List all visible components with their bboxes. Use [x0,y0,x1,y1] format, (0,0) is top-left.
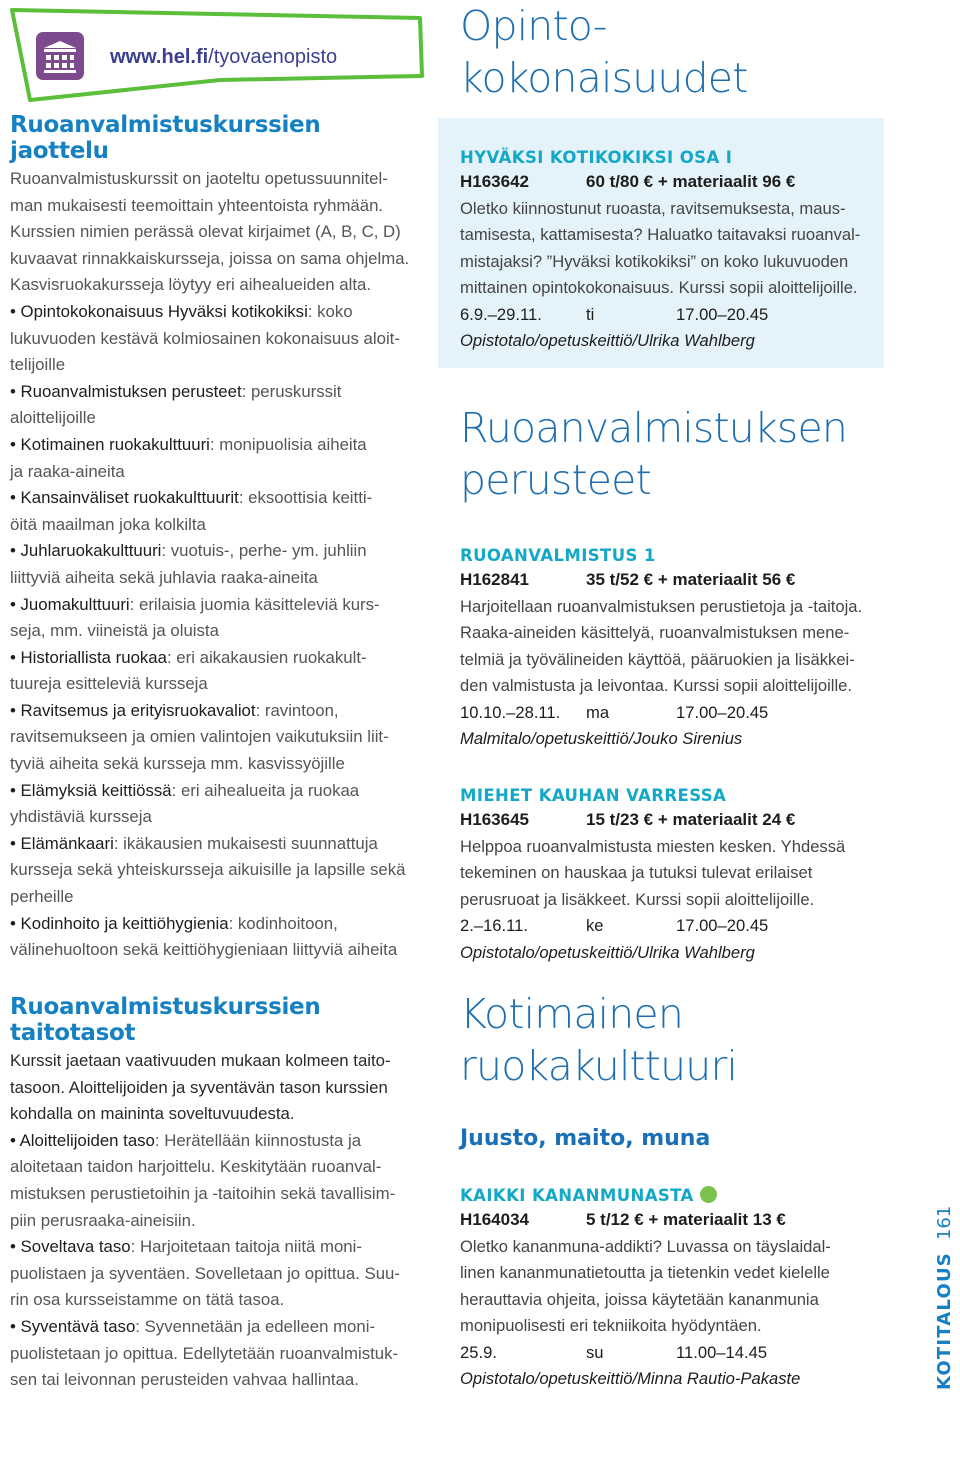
course-description: Helppoa ruoanvalmistusta miesten kesken. Yhdessä tekeminen on hauskaa ja tutuksi tulevat erilaiset perusruoat ja lisäkkeet. Kurssi sopii aloittelijoille. [460,836,846,909]
list-item [10,432,422,485]
vegetarian-dot-icon [700,1186,717,1203]
course-code-row [460,169,880,196]
course-category: MIEHET KAUHAN VARRESSA [460,786,727,805]
course-2-content [460,546,880,753]
list-item [10,778,422,831]
section-heading-taitotasot: Ruoanvalmistuskurssien taitotasot [10,994,321,1046]
site-url-link[interactable]: www.hel.fi/tyovaenopisto [110,46,338,68]
list-item-key: • Historiallista ruokaa [10,647,167,667]
course-price: 15 t/23 € + materiaalit 24 € [586,810,796,829]
list-item-line: kursseja sekä yhteiskursseja aikuisille ja lapsille sekä [10,860,406,880]
list-item-key: • Juhlaruokakulttuuri [10,541,162,561]
section-side-tab [908,1205,955,1394]
list-item-line: välinehuoltoon sekä keittiöhygieniaan liittyviä aiheita [10,940,398,960]
course-description: Harjoitellaan ruoanvalmistuksen perustietoja ja -taitoja. Raaka-aineiden käsittelyä, ruoanvalmistuksen mene- telmiä ja työvälineiden käyttöä, pääruokien ja lisäkkei- den valmistusta ja leivontaa. Kurssi sopii aloittelijoille. [460,596,863,695]
list-item-line: tuureja esitteleviä kursseja [10,674,208,694]
list-item-text: : Harjoitetaan taitoja niitä moni- [130,1237,362,1257]
list-item [10,485,422,538]
section-label: KOTITALOUS [934,1252,955,1390]
left-section-taitotasot [10,994,422,1394]
course-schedule: 6.9.–29.11. ti 17.00–20.45 [460,304,769,324]
school-building-icon [34,30,86,82]
list-item-text: : Syvennetään ja edelleen moni- [135,1316,376,1336]
list-item-text: : koko [307,301,353,321]
list-item-text: : erilaisia juomia käsitteleviä kurs- [129,594,380,614]
course-category: KAIKKI KANANMUNASTA [460,1186,880,1205]
list-item-line: ja raaka-aineita [10,461,125,481]
list-item-line: telijoille [10,355,66,375]
title-kotimainen-ruokakulttuuri: Kotimainen ruokakulttuuri [460,990,738,1090]
course-price: 5 t/12 € + materiaalit 13 € [586,1210,786,1229]
list-item-line: lukuvuoden kestävä kolmiosainen kokonaisuus aloit- [10,328,400,348]
course-description: Oletko kiinnostunut ruoasta, ravitsemuksesta, maus- tamisesta, kattamisesta? Haluatko taitavaksi ruoanval- mistajaksi? ”Hyväksi kotikokiksi” on koko lukuvuoden mittainen opintokokonaisuus. Kurssi sopii aloittelijoille. [460,198,861,297]
subheading-juusto-maito-muna: Juusto, maito, muna [460,1126,711,1151]
list-item-key: • Kotimainen ruokakulttuuri [10,434,210,454]
levels-intro: Kurssit jaetaan vaativuuden mukaan kolmeen taito- tasoon. Aloittelijoiden ja syventävän tason kurssien kohdalla on maininta soveltuvuudesta. [10,1051,391,1124]
list-item-line: tyviä aiheita sekä kursseja mm. kasvissyöjille [10,754,345,774]
course-location: Opistotalo/opetuskeittiö/Minna Rautio-Pakaste [460,1369,801,1388]
site-header [10,8,430,108]
list-item-line: ravitsemukseen ja omien valintojen vaikutuksiin liit- [10,727,389,747]
course-code: H163645 [460,810,530,829]
section-heading-jaottelu: Ruoanvalmistuskurssien jaottelu [10,112,321,164]
list-item-line: puolistetaan jo opittua. Edellytetään ruoanvalmistuk- [10,1343,399,1363]
course-schedule: 2.–16.11. ke 17.00–20.45 [460,916,769,935]
list-item-text: : eksoottisia keitti- [238,488,373,508]
list-item-line: piin perusraaka-aineisiin. [10,1210,196,1230]
list-item-key: • Ruoanvalmistuksen perusteet [10,381,242,401]
list-item-line: puolistaen ja syventäen. Sovelletaan jo opittua. Suu- [10,1263,400,1283]
list-item-line: öitä maailman joka kolkilta [10,514,206,534]
course-code: H164034 [460,1210,530,1229]
list-item-text: : vuotuis-, perhe- ym. juhliin [161,541,367,561]
list-item-key: • Soveltava taso [10,1237,131,1257]
title-ruoanvalmistuksen-perusteet: Ruoanvalmistuksen perusteet [460,404,848,504]
course-category: RUOANVALMISTUS 1 [460,546,656,565]
course-4-content [460,1186,880,1393]
list-item-key: • Elämyksiä keittiössä [10,780,172,800]
list-item-text: : kodinhoitoon, [228,913,338,933]
course-code-row [460,567,880,594]
course-location: Opistotalo/opetuskeittiö/Ulrika Wahlberg [460,942,755,962]
list-item [10,645,422,698]
list-item [10,379,422,432]
course-location: Malmitalo/opetuskeittiö/Jouko Sirenius [460,729,743,748]
list-item-text: : Herätellään kiinnostusta ja [154,1130,362,1150]
list-item-text: : monipuolisia aiheita [209,434,367,454]
list-item [10,538,422,591]
course-code-row [460,1207,880,1234]
list-item-key: • Kansainväliset ruokakulttuurit [10,488,239,508]
list-item [10,831,422,911]
title-opintokokonaisuudet: Opinto- kokonaisuudet [460,2,748,102]
list-item-key: • Aloittelijoiden taso [10,1130,155,1150]
course-3-content [460,786,880,966]
list-item-line: aloitetaan taidon harjoittelu. Keskitytään ruoanval- [10,1157,382,1177]
list-item-key: • Syventävä taso [10,1316,136,1336]
list-item-line: perheille [10,887,74,907]
left-column [10,112,422,964]
list-item [10,592,422,645]
course-location: Opistotalo/opetuskeittiö/Ulrika Wahlberg [460,331,755,350]
list-item-text: : eri aikakausien ruokakult- [166,647,367,667]
course-description: Oletko kananmuna-addikti? Luvassa on täyslaidal- linen kananmunatietoutta ja tietenkin vedet kielelle herauttavia ohjeita, joissa käytetään kananmunia monipuolisesti eri tekniikoita hyödyntäen. [460,1236,831,1335]
list-item-text: : eri aihealueita ja ruokaa [171,780,360,800]
course-1-content [460,148,880,355]
category-list [10,299,422,964]
course-schedule: 25.9. su 11.00–14.45 [460,1342,768,1362]
list-item [10,911,422,964]
list-item-line: rin osa kursseistamme on tätä tasoa. [10,1290,285,1310]
list-item-line: aloittelijoille [10,408,96,428]
list-item [10,1234,422,1314]
course-code: H162841 [460,570,530,589]
course-code-row [460,807,880,834]
list-item-key: • Ravitsemus ja erityisruokavaliot [10,700,256,720]
list-item-key: • Juomakulttuuri [10,594,130,614]
course-code: H163642 [460,172,530,191]
list-item [10,1128,422,1234]
list-item-line: mistuksen perustietoihin ja -taitoihin sekä tavallisim- [10,1183,396,1203]
list-item-line: liittyviä aiheita sekä juhlavia raaka-aineita [10,567,318,587]
course-category: HYVÄKSI KOTIKOKIKSI OSA I [460,148,733,167]
page-number: 161 [934,1205,955,1241]
list-item-text: : ravintoon, [255,700,339,720]
list-item-key: • Opintokokonaisuus Hyväksi kotikokiksi [10,301,308,321]
level-list [10,1128,422,1394]
list-item [10,698,422,778]
intro-paragraph: Ruoanvalmistuskurssit on jaoteltu opetussuunnitel- man mukaisesti teemoittain yhteentoista ryhmään. Kurssien nimien perässä olevat kirjaimet (A, B, C, D) kuvaavat rinnakkaiskursseja, joissa on sama ohjelma. Kasvisruokakursseja löytyy eri aihealueiden alta. [10,169,410,295]
course-price: 35 t/52 € + materiaalit 56 € [586,570,796,589]
list-item-line: sen tai leivonnan perusteiden vahvaa hallintaa. [10,1370,359,1390]
list-item-line: yhdistäviä kursseja [10,807,152,827]
list-item [10,1314,422,1394]
list-item-line: seja, mm. viineistä ja oluista [10,621,219,641]
course-price: 60 t/80 € + materiaalit 96 € [586,172,796,191]
course-schedule: 10.10.–28.11. ma 17.00–20.45 [460,702,769,722]
list-item-text: : ikäkausien mukaisesti suunnattuja [113,833,378,853]
list-item-key: • Kodinhoito ja keittiöhygienia [10,913,229,933]
list-item-key: • Elämänkaari [10,833,114,853]
list-item [10,299,422,379]
list-item-text: : peruskurssit [241,381,342,401]
